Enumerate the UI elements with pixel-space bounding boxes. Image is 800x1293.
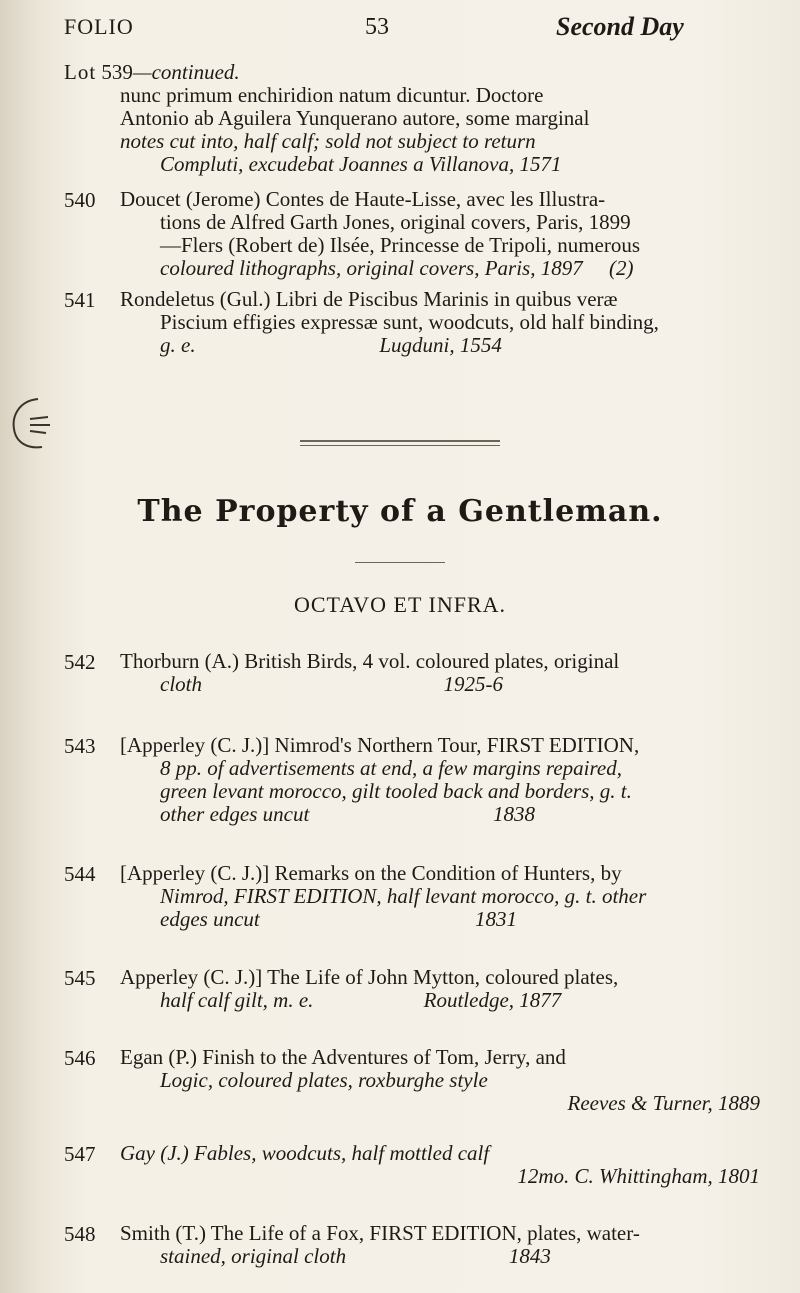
lot-line: nunc primum enchiridion natum dicuntur. Doctore — [120, 83, 544, 107]
lot-description — [120, 862, 760, 931]
section-title: The Property of a Gentleman. — [137, 494, 663, 529]
lot-line: green levant morocco, gilt tooled back and borders, g. t. — [160, 779, 632, 803]
lot-description — [120, 966, 760, 1012]
pointing-hand-icon — [8, 395, 52, 453]
lot-line: half calf gilt, m. e. Routledge, 1877 — [160, 988, 562, 1012]
lot-line: cloth 1925-6 — [160, 672, 503, 696]
lot-number: 540 — [64, 188, 96, 212]
lot-line: Rondeletus (Gul.) Libri de Piscibus Marinis in quibus veræ — [120, 287, 618, 311]
lot-line: Thorburn (A.) British Birds, 4 vol. coloured plates, original — [120, 649, 620, 673]
lot-line: 12mo. C. Whittingham, 1801 — [517, 1164, 760, 1188]
lot-description — [120, 1046, 760, 1115]
lot-description — [120, 84, 760, 176]
lot-line: Smith (T.) The Life of a Fox, FIRST EDITION, plates, water- — [120, 1221, 640, 1245]
lot-number: 543 — [64, 734, 96, 758]
lot-line: Egan (P.) Finish to the Adventures of Tom, Jerry, and — [120, 1045, 566, 1069]
lot-number: 539 — [101, 60, 133, 84]
lot-line: stained, original cloth 1843 — [160, 1244, 551, 1268]
page-header — [0, 8, 800, 48]
lot-line: Antonio ab Aguilera Yunquerano autore, some marginal — [120, 106, 590, 130]
section-divider — [300, 440, 500, 442]
lot-line: Doucet (Jerome) Contes de Haute-Lisse, avec les Illustra- — [120, 187, 606, 211]
lot-line: 8 pp. of advertisements at end, a few margins repaired, — [160, 756, 622, 780]
lot-539-continued-heading — [64, 60, 240, 85]
lot-number: 546 — [64, 1046, 96, 1070]
lot-line: tions de Alfred Garth Jones, original covers, Paris, 1899 — [160, 210, 631, 234]
lot-description — [120, 1142, 760, 1188]
lot-description — [120, 188, 760, 280]
lot-number: 547 — [64, 1142, 96, 1166]
lot-number: 544 — [64, 862, 96, 886]
lot-line: [Apperley (C. J.)] Remarks on the Condition of Hunters, by — [120, 861, 622, 885]
lot-line: Piscium effigies expressæ sunt, woodcuts, old half binding, — [160, 310, 659, 334]
lot-line: Compluti, excudebat Joannes a Villanova, 1571 — [160, 152, 562, 176]
lot-line: coloured lithographs, original covers, Paris, 1897 (2) — [160, 256, 634, 280]
folio-label: FOLIO — [64, 14, 134, 39]
lot-line: [Apperley (C. J.)] Nimrod's Northern Tour, FIRST EDITION, — [120, 733, 640, 757]
page-number: 53 — [365, 14, 389, 40]
section-divider — [300, 445, 500, 446]
lot-line: Reeves & Turner, 1889 — [567, 1091, 760, 1115]
lot-number: 548 — [64, 1222, 96, 1246]
title-rule — [355, 562, 445, 563]
lot-number: 542 — [64, 650, 96, 674]
lot-line: other edges uncut 1838 — [160, 802, 536, 826]
lot-description — [120, 1222, 760, 1268]
lot-line: Logic, coloured plates, roxburghe style — [160, 1068, 488, 1092]
lot-number: 541 — [64, 288, 96, 312]
lot-line: Apperley (C. J.)] The Life of John Mytton, coloured plates, — [120, 965, 619, 989]
lot-line: Gay (J.) Fables, woodcuts, half mottled calf — [120, 1141, 490, 1165]
lot-description — [120, 288, 760, 357]
lot-line: g. e. Lugduni, 1554 — [160, 333, 502, 357]
day-label: Second Day — [556, 12, 684, 41]
lot-line: notes cut into, half calf; sold not subject to return — [120, 129, 536, 153]
lot-line: edges uncut 1831 — [160, 907, 517, 931]
lot-description — [120, 734, 760, 826]
lot-line: Nimrod, FIRST EDITION, half levant morocco, g. t. other — [160, 884, 647, 908]
lot-word: Lot — [64, 60, 97, 84]
lot-number: 545 — [64, 966, 96, 990]
section-subtitle: OCTAVO ET INFRA. — [293, 592, 507, 617]
lot-line: —Flers (Robert de) Ilsée, Princesse de Tripoli, numerous — [160, 233, 641, 257]
lot-description — [120, 650, 760, 696]
continued-suffix: —continued. — [132, 60, 240, 84]
